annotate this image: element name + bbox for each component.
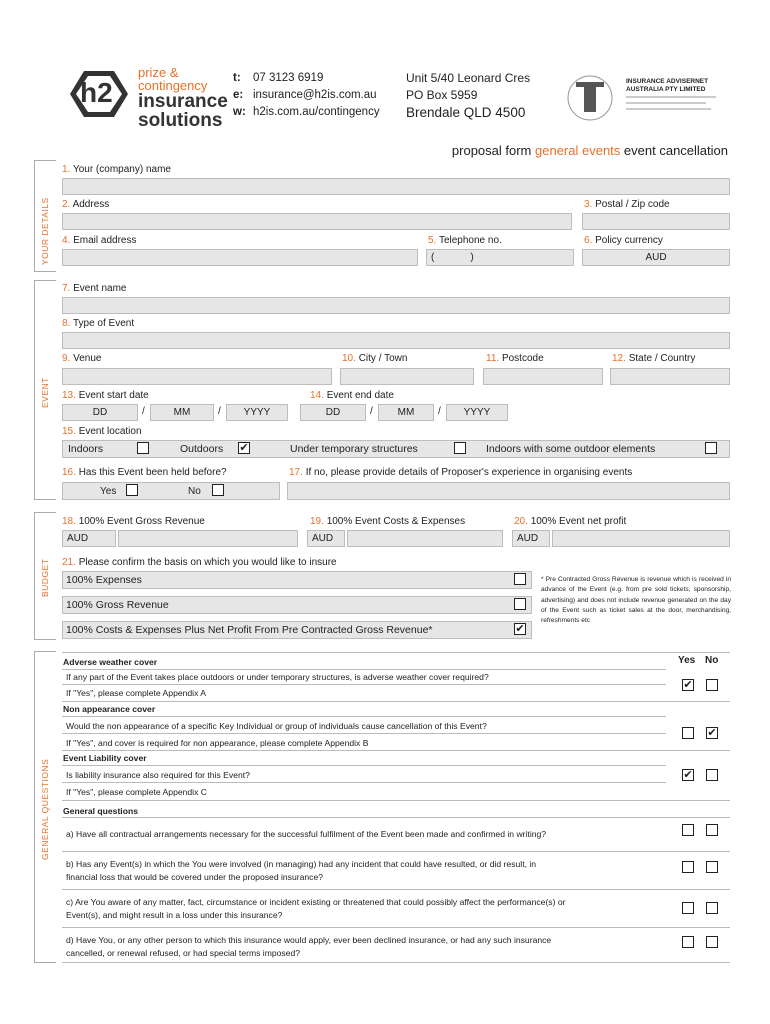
city-label: City / Town [358,353,408,364]
liability-no-checkbox[interactable] [706,769,718,781]
postal-code-field[interactable] [582,213,730,230]
net-profit-currency: AUD [512,530,550,547]
loc-outdoors-checkbox[interactable]: ✔ [239,442,249,454]
end-yyyy-field[interactable]: YYYY [446,404,508,421]
gross-revenue-currency: AUD [62,530,116,547]
costs-label: 100% Event Costs & Expenses [326,516,466,527]
partner-emblem-icon [560,72,620,124]
loc-temp-label: Under temporary structures [290,443,418,455]
venue-field[interactable] [62,368,332,385]
held-no-label: No [188,486,201,497]
loc-indoors-label: Indoors [68,443,104,455]
start-yyyy-field[interactable]: YYYY [226,404,288,421]
question-b-no-checkbox[interactable] [706,861,718,873]
liability-yes-checkbox[interactable]: ✔ [683,769,693,781]
weather-question: If any part of the Event takes place outdoors or under temporary structures, is adverse weather cover required? [66,672,489,682]
event-type-label: Type of Event [72,318,135,329]
weather-note: If "Yes", please complete Appendix A [66,688,207,698]
basis-label: Please confirm the basis on which you would like to insure [78,557,337,568]
question-b-line2: financial loss that would be covered under the proposed insurance? [66,872,324,882]
page-title: proposal form general events event cancellation [451,143,728,158]
end-date-label: Event end date [326,390,394,401]
nonapp-yes-checkbox[interactable] [682,727,694,739]
costs-currency: AUD [307,530,345,547]
website-value[interactable]: h2is.com.au/contingency [253,106,380,118]
option-gross-row: 100% Gross Revenue [62,596,532,614]
telephone-label: Telephone no. [438,235,502,246]
option-expenses-checkbox[interactable] [514,573,526,585]
gross-revenue-field[interactable] [118,530,298,547]
start-date-label: Event start date [78,390,149,401]
logo [62,65,132,123]
option-gross-checkbox[interactable] [514,598,526,610]
end-mm-field[interactable]: MM [378,404,434,421]
email-field[interactable] [62,249,418,266]
city-field[interactable] [340,368,474,385]
brand-line-2: contingency [138,78,208,93]
question-c-yes-checkbox[interactable] [682,902,694,914]
question-a-no-checkbox[interactable] [706,824,718,836]
pre-contracted-note: * Pre Contracted Gross Revenue is revenue which is received in advance of the Event (e.g. from pre sold tickets, sponsorship, advertising) and does not include revenue generated on the day of the Event such as ticket sales at the door, merchandising, refreshments etc [541,576,731,625]
held-before-row [62,482,280,500]
nonapp-question: Would the non appearance of a specific Key Individual or group of individuals cause cancellation of this Event? [66,721,487,731]
section-label-details: YOUR DETAILS [40,197,50,265]
yes-column-header: Yes [678,655,696,666]
nonapp-heading: Non appearance cover [63,704,156,714]
state-country-label: State / Country [628,353,696,364]
currency-field[interactable]: AUD [582,249,730,266]
currency-label: Policy currency [595,235,663,246]
brand-line-3: insurance [138,91,228,112]
event-type-field[interactable] [62,332,730,349]
start-dd-field[interactable]: DD [62,404,138,421]
loc-temp-checkbox[interactable] [454,442,466,454]
nonapp-no-checkbox[interactable]: ✔ [707,727,717,739]
address-field[interactable] [62,213,572,230]
loc-indoors-checkbox[interactable] [137,442,149,454]
brand-name [138,66,228,130]
no-column-header: No [705,655,719,666]
liability-question: Is liability insurance also required for this Event? [66,770,250,780]
loc-mixed-checkbox[interactable] [705,442,717,454]
location-label: Event location [78,426,142,437]
option-expenses-row: 100% Expenses [62,571,532,589]
telephone-field[interactable]: ( ) [426,249,574,266]
event-name-field[interactable] [62,297,730,314]
venue-label: Venue [73,353,102,364]
option-costs-profit-checkbox[interactable]: ✔ [515,623,525,635]
brand-line-1: prize & [138,65,179,80]
postcode-label: Postcode [501,353,544,364]
nonapp-note: If "Yes", and cover is required for non appearance, please complete Appendix B [66,738,369,748]
section-label-budget: BUDGET [40,558,50,597]
costs-field[interactable] [347,530,503,547]
end-dd-field[interactable]: DD [300,404,366,421]
experience-label: If no, please provide details of Proposer's experience in organising events [305,467,633,478]
contact-block: t: 07 3123 6919 e: insurance@h2is.com.au w: h2is.com.au/contingency [233,72,380,118]
section-label-general: GENERAL QUESTIONS [40,758,50,860]
held-no-checkbox[interactable] [212,484,224,496]
company-name-label: Your (company) name [72,164,171,175]
net-profit-label: 100% Event net profit [530,516,627,527]
address-block: Unit 5/40 Leonard Cres PO Box 5959 Brendale QLD 4500 [406,71,531,120]
question-d-line2: cancelled, or renewal refused, or had special terms imposed? [66,948,301,958]
weather-no-checkbox[interactable] [706,679,718,691]
question-c-line1: c) Are You aware of any matter, fact, circumstance or incident existing or threatened that could possibly affect the performance(s) or [66,897,566,907]
postal-code-label: Postal / Zip code [595,199,670,210]
email-label: Email address [73,235,137,246]
weather-heading: Adverse weather cover [63,657,158,667]
question-c-line2: Event(s), and might result in a loss under this insurance? [66,910,283,920]
question-b-yes-checkbox[interactable] [682,861,694,873]
address-label: Address [72,199,110,210]
partner-logo: INSURANCE ADVISERNET AUSTRALIA PTY LIMITED [560,72,730,124]
brand-line-4: solutions [138,110,223,131]
experience-field[interactable] [287,482,730,500]
question-c-no-checkbox[interactable] [706,902,718,914]
postcode-field[interactable] [483,368,603,385]
general-heading: General questions [63,806,138,816]
question-a: a) Have all contractual arrangements necessary for the successful fulfilment of the Event been made and confirmed in writing? [66,829,547,839]
logo-mark-text: h2 [80,77,113,108]
held-yes-checkbox[interactable] [126,484,138,496]
option-costs-profit-row: 100% Costs & Expenses Plus Net Profit From Pre Contracted Gross Revenue* [62,621,532,639]
question-d-no-checkbox[interactable] [706,936,718,948]
weather-yes-checkbox[interactable]: ✔ [683,679,693,691]
held-yes-label: Yes [100,486,117,497]
question-d-line1: d) Have You, or any other person to which this insurance would apply, ever been declined insurance, or had any such insurance [66,935,552,945]
liability-note: If "Yes", please complete Appendix C [66,787,207,797]
held-before-label: Has this Event been held before? [78,467,227,478]
email-value[interactable]: insurance@h2is.com.au [253,89,377,101]
company-name-field[interactable] [62,178,730,195]
loc-outdoors-label: Outdoors [180,443,224,455]
question-d-yes-checkbox[interactable] [682,936,694,948]
gross-revenue-label: 100% Event Gross Revenue [78,516,205,527]
section-label-event: EVENT [40,377,50,408]
loc-mixed-label: Indoors with some outdoor elements [486,443,656,455]
event-name-label: Event name [73,283,127,294]
question-a-yes-checkbox[interactable] [682,824,694,836]
net-profit-field[interactable] [552,530,730,547]
question-b-line1: b) Has any Event(s) in which the You were involved (in managing) had any incident that could have resulted, or did result, in [66,859,537,869]
phone-value: 07 3123 6919 [253,72,324,84]
liability-heading: Event Liability cover [63,753,147,763]
state-country-field[interactable] [610,368,730,385]
start-mm-field[interactable]: MM [150,404,214,421]
